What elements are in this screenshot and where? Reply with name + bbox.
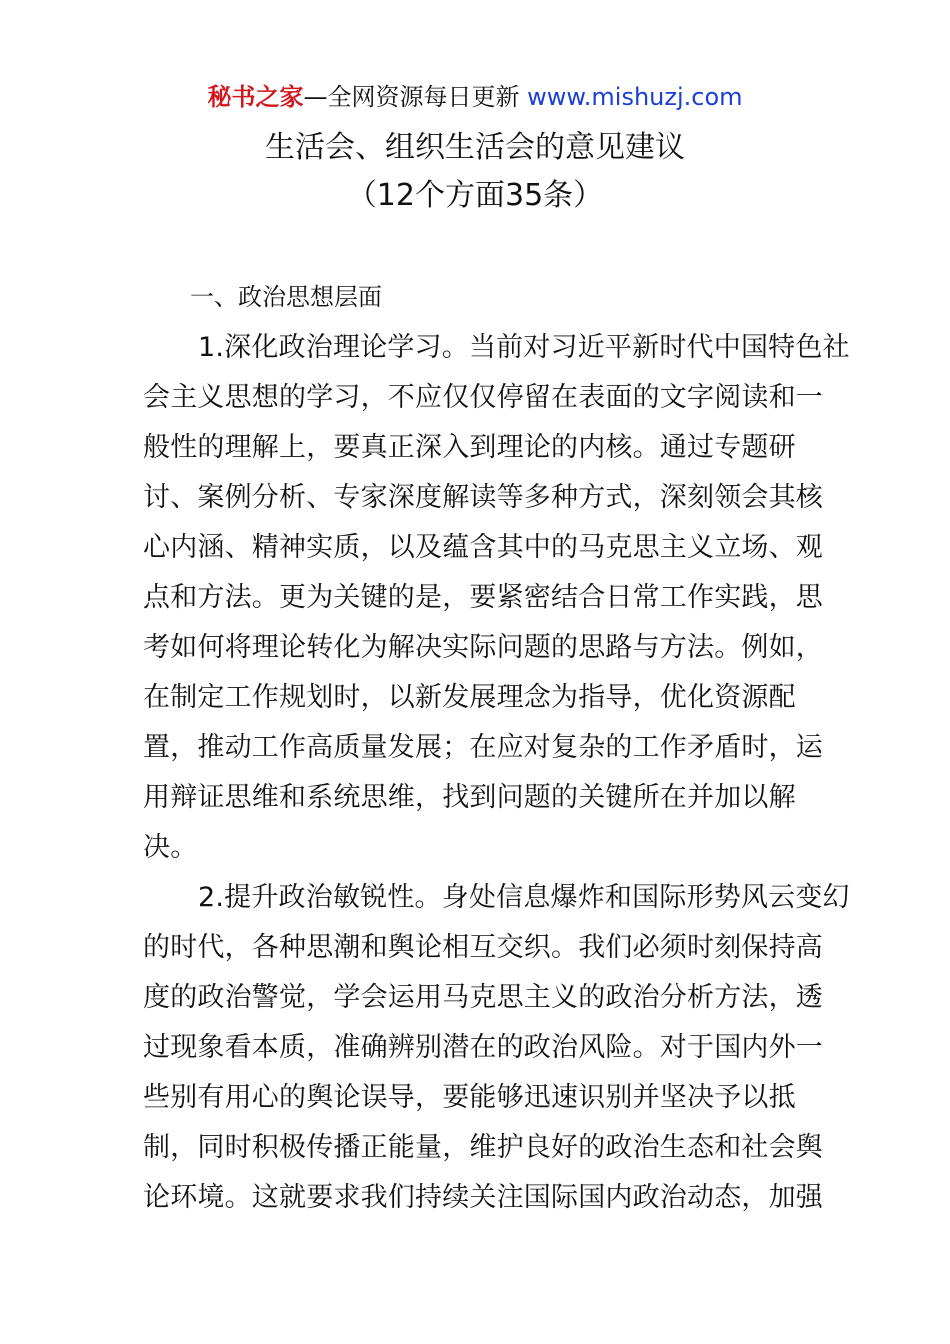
paragraph-line: 讨、案例分析、专家深度解读等多种方式，深刻领会其核	[143, 482, 823, 513]
paragraph-line: 在制定工作规划时，以新发展理念为指导，优化资源配	[143, 682, 796, 713]
paragraph-line: 些别有用心的舆论误导，要能够迅速识别并坚决予以抵	[143, 1082, 796, 1113]
paragraph-line: 1.深化政治理论学习。当前对习近平新时代中国特色社	[198, 332, 850, 363]
document-subtitle: （12个方面35条）	[346, 178, 604, 213]
paragraph-line: 心内涵、精神实质，以及蕴含其中的马克思主义立场、观	[143, 532, 823, 563]
site-url-link[interactable]: www.mishuzj.com	[527, 83, 743, 111]
paragraph-line: 制，同时积极传播正能量，维护良好的政治生态和社会舆	[143, 1132, 823, 1163]
site-brand: 秘书之家	[207, 83, 304, 111]
paragraph-line: 过现象看本质，准确辨别潜在的政治风险。对于国内外一	[143, 1032, 823, 1063]
site-tagline: —全网资源每日更新	[303, 83, 528, 111]
paragraph-line: 考如何将理论转化为解决实际问题的思路与方法。例如，	[143, 632, 823, 663]
site-header	[0, 82, 950, 112]
paragraph-line: 度的政治警觉，学会运用马克思主义的政治分析方法，透	[143, 982, 823, 1013]
paragraph-line: 用辩证思维和系统思维，找到问题的关键所在并加以解	[143, 782, 796, 813]
paragraph-line: 点和方法。更为关键的是，要紧密结合日常工作实践，思	[143, 582, 823, 613]
paragraph-line: 的时代，各种思潮和舆论相互交织。我们必须时刻保持高	[143, 932, 823, 963]
paragraph-line: 2.提升政治敏锐性。身处信息爆炸和国际形势风云变幻	[198, 882, 850, 913]
section-heading: 一、政治思想层面	[190, 283, 382, 311]
document-title: 生活会、组织生活会的意见建议	[265, 130, 685, 165]
paragraph-line: 会主义思想的学习，不应仅仅停留在表面的文字阅读和一	[143, 382, 823, 413]
paragraph-line: 置，推动工作高质量发展；在应对复杂的工作矛盾时，运	[143, 732, 823, 763]
paragraph-line: 论环境。这就要求我们持续关注国际国内政治动态，加强	[143, 1182, 823, 1213]
paragraph-line: 般性的理解上，要真正深入到理论的内核。通过专题研	[143, 432, 796, 463]
paragraph-line: 决。	[143, 832, 198, 863]
